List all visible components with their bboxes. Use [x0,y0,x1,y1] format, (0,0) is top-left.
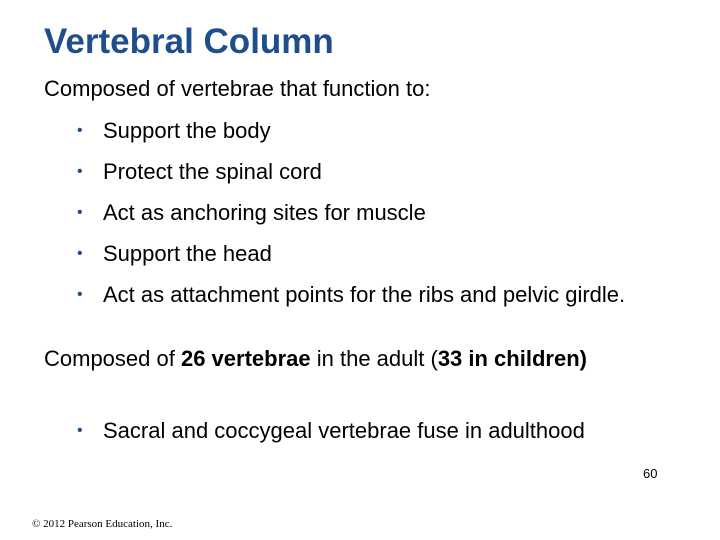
composition-paragraph [44,345,630,373]
list-item-support-head [77,241,677,267]
list-item-text: Act as attachment points for the ribs and pelvic girdle. [103,282,626,307]
list-item-text: Support the head [103,241,272,266]
bullet-icon: • [77,286,83,303]
copyright-notice: © 2012 Pearson Education, Inc. [32,518,173,530]
bullet-icon: • [77,204,83,221]
composition-middle: in the adult ( [310,346,438,371]
slide-title: Vertebral Column [44,22,334,61]
intro-text: Composed of vertebrae that function to: [44,76,431,101]
list-item-text: Protect the spinal cord [103,159,322,184]
list-item-support-body [77,118,677,144]
page-number: 60 [643,466,658,481]
list-item-attachment-points [77,282,657,308]
composition-prefix: Composed of [44,346,181,371]
list-item-text: Act as anchoring sites for muscle [103,200,426,225]
children-count: 33 in children) [437,346,587,371]
bullet-icon: • [77,122,83,139]
list-item-fusion-note [77,418,677,444]
list-item-text: Support the body [103,118,271,143]
list-item-text: Sacral and coccygeal vertebrae fuse in adulthood [103,418,585,443]
bullet-icon: • [77,422,83,439]
list-item-anchoring-sites [77,200,677,226]
bullet-icon: • [77,163,83,180]
vertebrae-count: 26 vertebrae [180,346,311,371]
list-item-protect-spinal-cord [77,159,677,185]
bullet-icon: • [77,245,83,262]
